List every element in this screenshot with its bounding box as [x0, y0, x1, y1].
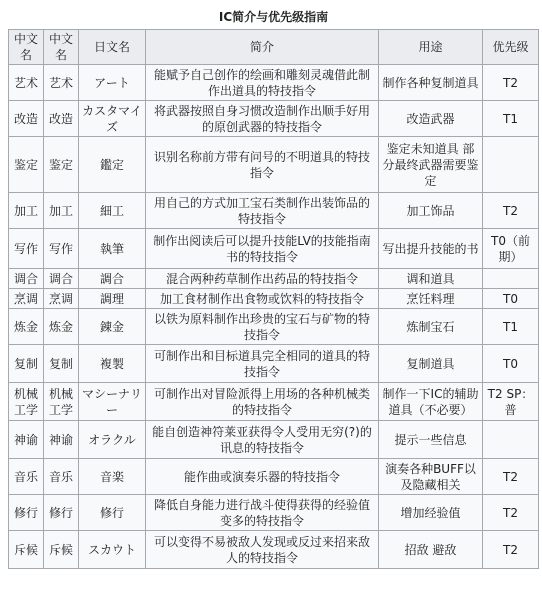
- cell-zh-name-2: 复制: [44, 345, 79, 383]
- cell-zh-name-2: 机械工学: [44, 383, 79, 421]
- header-zh-name-2: 中文名: [44, 30, 79, 65]
- cell-zh-name-1: 写作: [9, 229, 44, 269]
- cell-description: 以铁为原料制作出珍贵的宝石与矿物的特技指令: [146, 309, 379, 345]
- cell-priority: T1: [483, 101, 539, 137]
- cell-priority: [483, 269, 539, 289]
- table-row: [9, 65, 539, 101]
- cell-zh-name-1: 调合: [9, 269, 44, 289]
- cell-usage: 增加经验值: [379, 495, 483, 531]
- cell-zh-name-2: 加工: [44, 193, 79, 229]
- cell-priority: T2: [483, 193, 539, 229]
- table-caption: IC简介与优先级指南: [218, 10, 329, 24]
- cell-usage: 改造武器: [379, 101, 483, 137]
- table-row: [9, 229, 539, 269]
- cell-priority: T0: [483, 345, 539, 383]
- cell-description: 可制作出对冒险派得上用场的各种机械类的特技指令: [146, 383, 379, 421]
- cell-usage: 制作各种复制道具: [379, 65, 483, 101]
- cell-zh-name-2: 音乐: [44, 459, 79, 495]
- table-row: [9, 269, 539, 289]
- cell-zh-name-1: 斥候: [9, 531, 44, 569]
- table-row: [9, 383, 539, 421]
- cell-zh-name-2: 烹调: [44, 289, 79, 309]
- table-row: [9, 309, 539, 345]
- cell-priority: [483, 137, 539, 193]
- cell-jp-name: カスタマイズ: [79, 101, 146, 137]
- cell-usage: 复制道具: [379, 345, 483, 383]
- cell-description: 识别名称前方带有问号的不明道具的特技指令: [146, 137, 379, 193]
- header-usage: 用途: [379, 30, 483, 65]
- cell-jp-name: アート: [79, 65, 146, 101]
- header-priority: 优先级: [483, 30, 539, 65]
- cell-usage: 鉴定未知道具 部分最终武器需要鉴定: [379, 137, 483, 193]
- cell-zh-name-1: 音乐: [9, 459, 44, 495]
- cell-jp-name: 修行: [79, 495, 146, 531]
- cell-priority: T2: [483, 459, 539, 495]
- cell-jp-name: 音楽: [79, 459, 146, 495]
- cell-description: 制作出阅读后可以提升技能LV的技能指南书的特技指令: [146, 229, 379, 269]
- table-row: [9, 289, 539, 309]
- cell-priority: T2: [483, 495, 539, 531]
- header-description: 简介: [146, 30, 379, 65]
- header-jp-name: 日文名: [79, 30, 146, 65]
- cell-zh-name-2: 斥候: [44, 531, 79, 569]
- cell-priority: [483, 421, 539, 459]
- cell-zh-name-2: 炼金: [44, 309, 79, 345]
- cell-zh-name-1: 修行: [9, 495, 44, 531]
- table-row: [9, 101, 539, 137]
- cell-usage: 演奏各种BUFF以及隐藏相关: [379, 459, 483, 495]
- table-row: [9, 193, 539, 229]
- cell-zh-name-1: 神谕: [9, 421, 44, 459]
- header-zh-name-1: 中文名: [9, 30, 44, 65]
- cell-priority: T0（前期）: [483, 229, 539, 269]
- cell-jp-name: マシーナリー: [79, 383, 146, 421]
- cell-priority: T0: [483, 289, 539, 309]
- header-row: [9, 30, 539, 65]
- table-row: [9, 345, 539, 383]
- cell-usage: 制作一下IC的辅助道具（不必要）: [379, 383, 483, 421]
- cell-jp-name: スカウト: [79, 531, 146, 569]
- cell-zh-name-1: 炼金: [9, 309, 44, 345]
- cell-zh-name-2: 鉴定: [44, 137, 79, 193]
- cell-zh-name-2: 神谕: [44, 421, 79, 459]
- table-row: [9, 531, 539, 569]
- cell-jp-name: 調理: [79, 289, 146, 309]
- cell-zh-name-1: 鉴定: [9, 137, 44, 193]
- table-row: [9, 137, 539, 193]
- cell-description: 能作曲或演奏乐器的特技指令: [146, 459, 379, 495]
- cell-zh-name-1: 艺术: [9, 65, 44, 101]
- cell-zh-name-1: 改造: [9, 101, 44, 137]
- cell-zh-name-1: 机械工学: [9, 383, 44, 421]
- cell-jp-name: 鑑定: [79, 137, 146, 193]
- cell-zh-name-1: 加工: [9, 193, 44, 229]
- cell-jp-name: 複製: [79, 345, 146, 383]
- cell-usage: 加工饰品: [379, 193, 483, 229]
- cell-jp-name: 錬金: [79, 309, 146, 345]
- cell-description: 降低自身能力进行战斗使得获得的经验值变多的特技指令: [146, 495, 379, 531]
- cell-zh-name-2: 艺术: [44, 65, 79, 101]
- cell-jp-name: 細工: [79, 193, 146, 229]
- cell-usage: 招敌 避敌: [379, 531, 483, 569]
- table-body: [9, 65, 539, 569]
- cell-zh-name-2: 改造: [44, 101, 79, 137]
- cell-priority: T2 SP：普: [483, 383, 539, 421]
- cell-description: 可制作出和目标道具完全相同的道具的特技指令: [146, 345, 379, 383]
- cell-jp-name: 執筆: [79, 229, 146, 269]
- cell-description: 混合两种药草制作出药品的特技指令: [146, 269, 379, 289]
- cell-zh-name-1: 复制: [9, 345, 44, 383]
- table-row: [9, 495, 539, 531]
- cell-description: 用自己的方式加工宝石类制作出装饰品的特技指令: [146, 193, 379, 229]
- cell-zh-name-1: 烹调: [9, 289, 44, 309]
- cell-jp-name: オラクル: [79, 421, 146, 459]
- ic-priority-table: [8, 7, 539, 569]
- cell-description: 可以变得不易被敌人发现或反过来招来敌人的特技指令: [146, 531, 379, 569]
- cell-usage: 写出提升技能的书: [379, 229, 483, 269]
- cell-usage: 烹饪料理: [379, 289, 483, 309]
- cell-usage: 调和道具: [379, 269, 483, 289]
- cell-priority: T1: [483, 309, 539, 345]
- cell-description: 能赋予自己创作的绘画和雕刻灵魂借此制作出道具的特技指令: [146, 65, 379, 101]
- cell-zh-name-2: 调合: [44, 269, 79, 289]
- cell-jp-name: 調合: [79, 269, 146, 289]
- table-row: [9, 459, 539, 495]
- cell-description: 能自创造神符莱亚获得令人受用无穷(?)的讯息的特技指令: [146, 421, 379, 459]
- cell-description: 将武器按照自身习惯改造制作出顺手好用的原创武器的特技指令: [146, 101, 379, 137]
- table-row: [9, 421, 539, 459]
- cell-usage: 提示一些信息: [379, 421, 483, 459]
- cell-priority: T2: [483, 531, 539, 569]
- cell-priority: T2: [483, 65, 539, 101]
- cell-zh-name-2: 写作: [44, 229, 79, 269]
- cell-usage: 炼制宝石: [379, 309, 483, 345]
- cell-zh-name-2: 修行: [44, 495, 79, 531]
- cell-description: 加工食材制作出食物或饮料的特技指令: [146, 289, 379, 309]
